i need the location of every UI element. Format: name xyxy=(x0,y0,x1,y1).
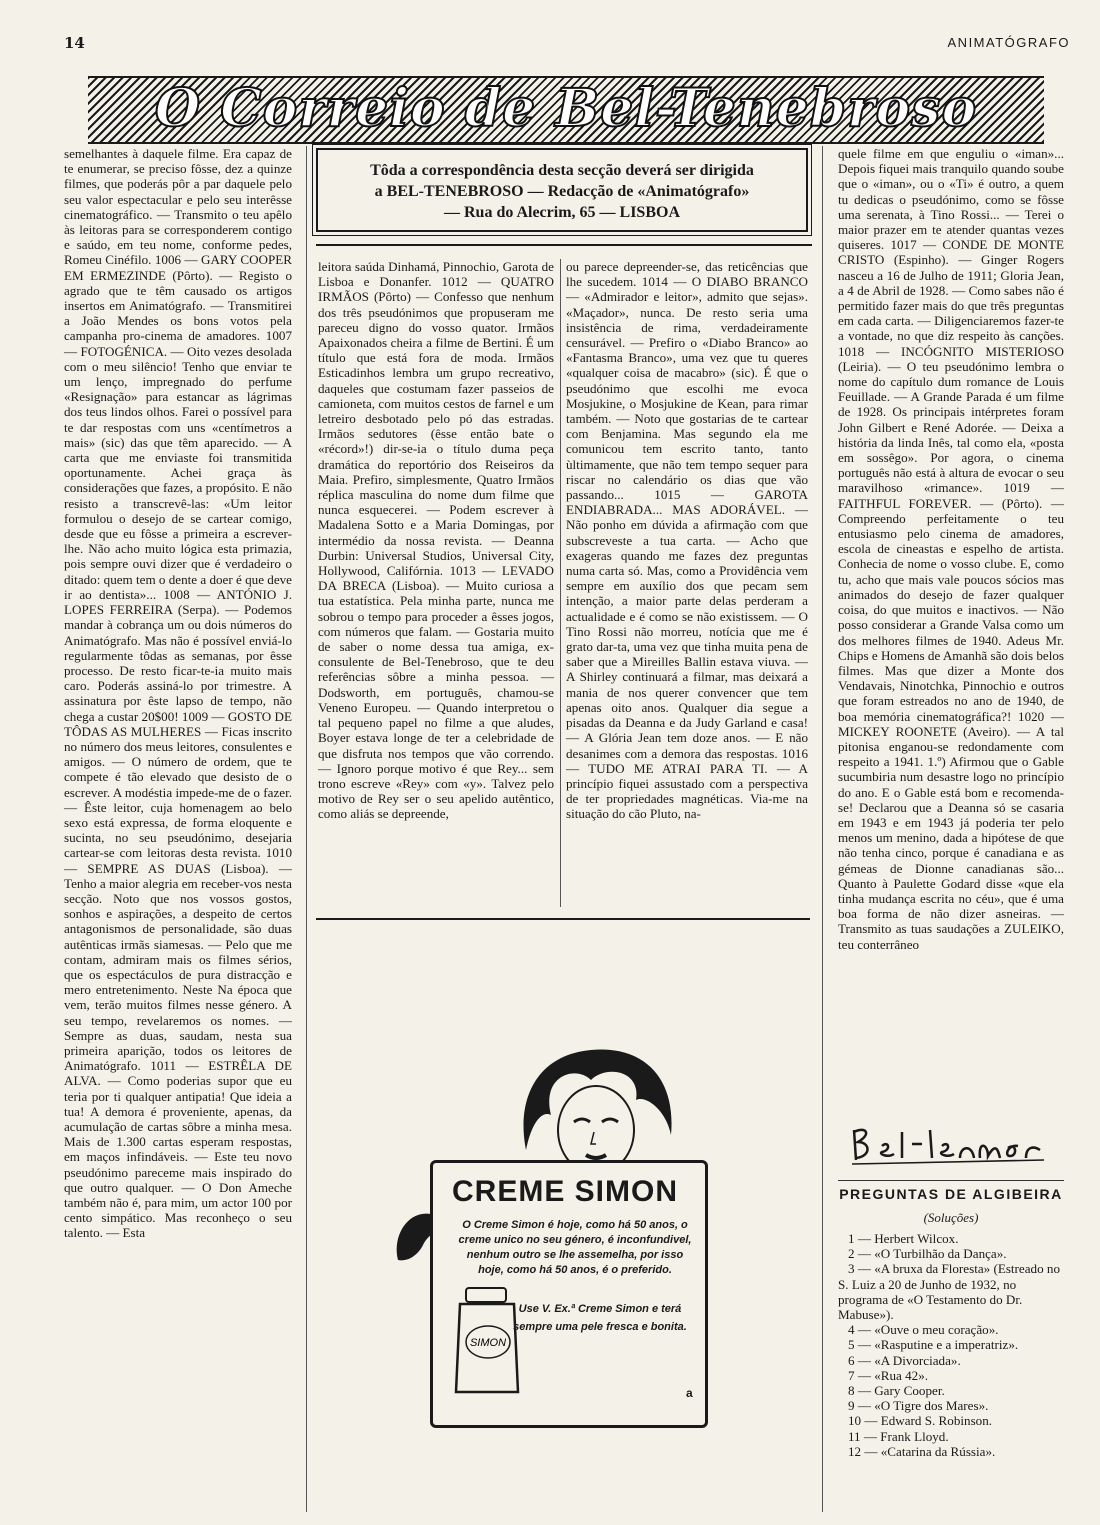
column-2-text: leitora saúda Dinhamá, Pinnochio, Garota de Lisboa e Donanfer. 1012 — QUATRO IRMÃOS (Pôrto) — Confesso que nenhum dos três pseudónimos que propuseram me pareceu digno do vosso quator. Irmãos Apaixonados cheira a filme de Bertini. É um título que está fora de moda. Irmãos Esticadinhos lembra um grupo recreativo, daqueles que costumam fazer passeios de camioneta, com muitos cestos de farnel e um letreiro desbotado pelo pó das estradas. Irmãos sedutores (êsse então bate o «récord»!) dir-se-ia o título duma peça dramática do reportório dos Reiseiros da Maia. Prefiro, simplesmente, Quatro Irmãos réplica masculina do nome dum filme que nunca esquecerei. — Podem escrever à Madalena Sotto e a Maria Domingas, por intermédio da nossa revista. — Deanna Durbin: Universal Studios, Universal City, Hollywood, Califórnia. 1013 — LEVADO DA BRECA (Lisboa). — Muito curiosa a tua estatística. Pela minha parte, nunca me sobrou o tempo para proceder a êsses jogos, com números que falam. — Gostaria muito de saber o nome dessa tua amiga, ex-consulente de Bel-Tenebroso, que te deu referências sôbre a minha pessoa. — Dodsworth, em português, chamou-se Veneno Europeu. — Quando interpretou o tal pequeno papel no filme a que aludes, Boyer estava longe de ter a celebridade de que disfruta nos tempos que vão correndo. — Ignoro porque motivo é que Rey... sem trono escreve «Rey» com «y». Talvez pelo motivo de Rey ser o seu apelido autêntico, como aliás se depreende, xyxy=(318,259,554,822)
quiz-answer: 10 — Edward S. Robinson. xyxy=(848,1413,993,1429)
column-divider-1 xyxy=(306,146,307,1512)
notice-rule xyxy=(316,244,812,246)
notice-line-3: — Rua do Alecrim, 65 — LISBOA xyxy=(443,204,680,221)
jar-label: SIMON xyxy=(469,1337,507,1349)
column-divider-3 xyxy=(822,146,823,1512)
quiz-answer: 9 — «O Tigre dos Mares». xyxy=(848,1398,989,1414)
column-4-text: quele filme em que enguliu o «iman»... Depois fiquei mais tranquilo quando soube que o «iman», ou o «Ti» é outro, a quem tu dedicas o pseudónimo, como se fôsse uma serenata, à Tino Rossi... — Terei o maior prazer em te atender quantas vezes quiseres. 1017 — CONDE DE MONTE CRISTO (Espinho). — Ginger Rogers nasceu a 16 de Julho de 1911; Gloria Jean, a 4 de Abril de 1928. — Como sabes não é permitido fazer mais do que três preguntas em cada carta. — Diligenciaremos fazer-te a vontade, no que diz respeito às canções. 1018 — INCÓGNITO MISTERIOSO (Leiria). — O teu pseudónimo lembra o nome do capítulo dum romance de Louis Feuillade. — A Grande Parada é um filme de 1928. Os principais intérpretes foram John Gilbert e René Adorée. — Deixa a história da linda Inês, tal como ela, «posta em sossêgo». Por agora, o cinema português não está à altura de evocar o seu maravilhoso «rimance». 1019 — FAITHFUL FOREVER. — (Pôrto). — Compreendo perfeitamente o teu entusiasmo pelo cinema de amadores, escola de cineastas e espelho de artista. Conhecia de nome o vosso clube. E, como tu, acho que mais vale poucos sócios mas animados do desejo de fazer qualquer coisa, do que muitos e inactivos. — Não posso considerar a Grande Valsa como um dos melhores filmes de 1940. Adeus Mr. Chips e Homens de Amanhã são dois belos filmes. Mas que dizer a Monte dos Vendavais, Ninotchka, Pinnochio e outros que foram estreados no ano de 1940, de boa memória cinematográfica?! 1020 — MICKEY ROONETE (Aveiro). — A tal pitonisa enganou-se redondamente com respeito a 1941. 1.º) Afirmou que o Gable sucumbiria num desastre logo no princípio do ano. E o Gable está bom e recomenda-se! Declarou que a Deanna só se casaria em 1943 e em 1943 já poderia ter pelo menos um menino, dada a hipótese de que não tenha cinco, porque é canadiana e as gémeas de Dionne canadianas são... Quanto à Paulette Godard disse «que ela tinha mudança escrita no céu», que é uma boa forma de não dizer asneiras. — Transmito as tuas saudações a ZULEIKO, teu conterrâneo xyxy=(838,146,1064,952)
ad-brand-name: CREME SIMON xyxy=(451,1175,678,1208)
column-1-text: semelhantes à daquele filme. Era capaz de te enumerar, se preciso fôsse, dez a quinze filmes, que poderás pôr a par daquele pelo seu valor espectacular e pelo seu interêsse cinematográfico. — Transmito o teu apêlo às leitoras para se corresponderem contigo e saúdo, em teu nome, conforme pedes, Romeu Cinéfilo. 1006 — GARY COOPER EM ERMEZINDE (Pôrto). — Registo o agrado que te têm causado os artigos insertos em Animatógrafo. — Transmitirei a João Mendes os bons votos pela campanha pro-cinema de amadores. 1007 — FOTOGÉNICA. — Oito vezes desolada com o meu silêncio! Tenho que enviar te um lenço, impregnado do perfume «Resignação» para estancar as lágrimas dos teus lindos olhos. Farei o possível para te dar respostas com uns «centímetros a mais» (sic) das que têm aparecido. — A carta que me enviaste foi transmitida oportunamente. Achei graça às considerações que fazes, a propósito. E não resisto a transcrevê-las: «Um leitor formulou o desejo de se cartear comigo, desde que eu fôsse a primeira a escrever-lhe. Não acho muito lógica esta primazia, pois sempre ouvi dizer que é verdadeiro o ditado: quem tem o dente a doer é que deve ir ao dentista»... 1008 — ANTÓNIO J. LOPES FERREIRA (Serpa). — Podemos mandar à cobrança um ou dois números do Animatógrafo. Mas não é possível enviá-lo regularmente tôdas as semanas, por êsse processo. De resto ficar-te-ia muito mais caro. Poderás assiná-lo por trimestre. A assinatura por êste lapso de tempo, não chega a custar 20$00! 1009 — GOSTO DE TÔDAS AS MULHERES — Ficas inscrito no número dos meus leitores, consulentes e amigos. — O número de ordem, que te compete é tão elevado que desisto de o escrever. A modéstia impede-me de o fazer. — Êste leitor, cuja homenagem ao belo sexo está expressa, de forma eloquente e sucinta, no seu pseudónimo, desejaria cartear-se com leitoras desta revista. 1010 — SEMPRE AS DUAS (Lisboa). — Tenho a maior alegria em receber-vos nesta secção. Noto que nos vossos gostos, sonhos e aspirações, a despeito de certos antagonismos de personalidade, são duas autênticas irmãs siamesas. — Pelo que me contam, admiram mais os filmes sérios, que os espectáculos de pura distracção e mero entretenimento. Neste Na época que vem, terão muitos filmes nesse género. A seu tempo, revelaremos os nomes. — Sempre as duas, saudam, nesta sua primeira aparição, todos os leitores de Animatógrafo. 1011 — ESTRÊLA DE ALVA. — Como poderias supor que eu teria por ti qualquer antipatia! Que ideia a tua! A demora é proveniente, apenas, da acumulação de cartas sôbre a minha mesa. Mais de 1.300 cartas esperam respostas, em maços infindáveis. — Este teu novo pseudónimo pareceme mais inspirado do que outro qualquer. — O Don Ameche também não é, para mim, um actor 100 por cento simpático. Mas reconheço o seu talento. — Esta xyxy=(64,146,292,1241)
quiz-title: PREGUNTAS DE ALGIBEIRA xyxy=(839,1186,1063,1202)
quiz-answer: 6 — «A Divorciada». xyxy=(848,1352,961,1368)
quiz-answer: 2 — «O Turbilhão da Dança». xyxy=(848,1246,1007,1262)
column-divider-2 xyxy=(560,259,561,907)
ad-artist-mark: a xyxy=(686,1386,693,1400)
masthead-title: O Correio de Bel-Tenebroso xyxy=(154,78,978,139)
quiz-answer: 12 — «Catarina da Rússia». xyxy=(848,1443,996,1459)
masthead-banner xyxy=(88,76,1044,144)
ad-copy-2: Use V. Ex.ª Creme Simon e terá sempre uma pele fresca e bonita. xyxy=(513,1303,687,1333)
quiz-answer: 3 — «A bruxa da Floresta» (Estreado no S. Luiz a 20 de Junho de 1932, no programa de «O Testamento do Dr. Mabuse»). xyxy=(838,1261,1060,1323)
quiz-answer: 1 — Herbert Wilcox. xyxy=(848,1231,959,1246)
quiz-answers xyxy=(838,1231,1064,1459)
bel-tenebroso-signature xyxy=(848,1120,1048,1168)
notice-line-1: Tôda a correspondência desta secção deverá ser dirigida xyxy=(370,162,754,179)
column-3-text: ou parece depreender-se, das reticências que lhe sucedem. 1014 — O DIABO BRANCO — «Admirador e leitor», admito que sejas». «Maçador», nunca. De resto seria uma insistência de rima, verdadeiramente censurável. — Prefiro o «Diabo Branco» ao «Fantasma Branco», uma vez que tu queres «qualquer coisa de macabro» (sic). É que o pseudónimo que escolhi me evoca Mosjukine, o Mosjukine de Kean, para rimar também. — Noto que gostarias de te cartear com Benjamina. Mas segundo ela me comunicou tem escrito tanto, tanto ùltimamente, que não tem tempo sequer para riscar no calendário os dias que vão passando... 1015 — GAROTA ENDIABRADA... MAS ADORÁVEL. — Não ponho em dúvida a afirmação com que subscreveste a tua carta. — Acho que exageras quando me fazes dez preguntas numa carta só. Mas, como a Providência vem sempre em auxílio dos que pecam sem intenção, a maior parte delas perderam a actualidade e é como se não existissem. — O Tino Rossi não morreu, notícia que me é grato dar-ta, uma vez que tinha muita pena de saber que a Mireilles Ballin estava viuva. — A Shirley continuará a filmar, mas deixará a mania de nos querer convencer que tem apenas oito anos. Qualquer dia segue a pisadas da Deanna e da Judy Garland e casa! — A Glória Jean tem doze anos. — E não desanimes com a demora das respostas. 1016 — TUDO ME ATRAI PARA TI. — A princípio fiquei assustado com a perspectiva de ter propriedades magnéticas. Via-me na situação do cão Pluto, na- xyxy=(566,259,808,822)
ad-copy-1: O Creme Simon é hoje, como há 50 anos, o creme unico no seu género, é inconfundivel, nenhum outro se lhe assemelha, por isso hoje, como há 50 anos, é o preferido. xyxy=(458,1219,692,1276)
quiz-subtitle: (Soluções) xyxy=(923,1210,979,1225)
page-number: 14 xyxy=(64,34,85,52)
quiz-top-rule xyxy=(838,1180,1064,1181)
woman-illustration xyxy=(496,1040,696,1170)
magazine-name: ANIMATÓGRAFO xyxy=(947,35,1070,50)
quiz-answer: 8 — Gary Cooper. xyxy=(848,1383,945,1399)
quiz-answer: 7 — «Rua 42». xyxy=(848,1367,929,1383)
quiz-answer: 4 — «Ouve o meu coração». xyxy=(848,1322,999,1338)
notice-line-2: a BEL-TENEBROSO — Redacção de «Animatógrafo» xyxy=(374,183,750,200)
quiz-answer: 11 — Frank Lloyd. xyxy=(848,1428,949,1444)
correspondence-notice xyxy=(316,148,808,232)
quiz-answer: 5 — «Rasputine e a imperatriz». xyxy=(848,1337,1019,1353)
